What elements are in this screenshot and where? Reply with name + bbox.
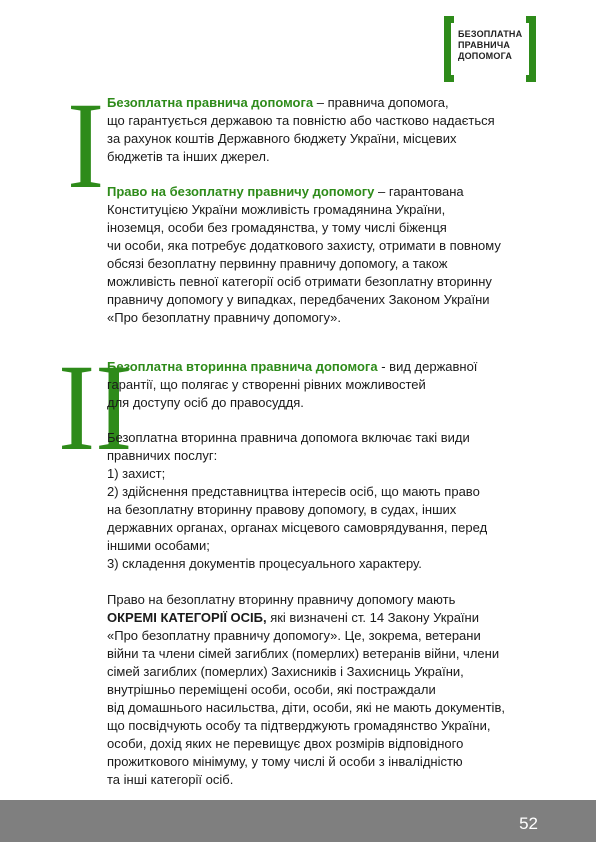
dash: - [377,359,390,374]
paragraph-line: «Про безоплатну правничу допомогу». [107,310,341,325]
term: Право на безоплатну правничу допомогу [107,184,375,199]
term: Безоплатна вторинна правнича допомога [107,359,378,374]
paragraph-line: бюджетів та інших джерел. [107,149,270,164]
paragraph-line: що посвідчують особу та підтверджують громадянство України, [107,718,491,733]
text: правнича допомога, [327,95,449,110]
dash: – [313,95,328,110]
legal-aid-logo [444,16,536,82]
list-item: 1) захист; [107,466,166,481]
paragraph-line: Право на безоплатну вторинну правничу допомогу мають [107,592,456,607]
logo-left-bracket [444,16,451,82]
definition-secondary-legal-aid [107,358,477,412]
paragraph-line: правничих послуг: [107,448,218,463]
paragraph-line: від домашнього насильства, діти, особи, які не мають документів, [107,700,505,715]
section-numeral-two: II [58,339,133,476]
paragraph-line: чи особи, яка потребує додаткового захисту, отримати в повному [107,238,501,253]
paragraph-line: «Про безоплатну правничу допомогу». Це, зокрема, ветерани [107,628,481,643]
definition-free-legal-aid [107,94,495,166]
paragraph-line: гарантії, що полягає у створенні рівних можливостей [107,377,426,392]
paragraph-line: та інші категорії осіб. [107,772,234,787]
definition-right-to-legal-aid [107,183,501,327]
page-footer [0,800,596,842]
page-number: 52 [519,814,538,833]
list-item: 2) здійснення представництва інтересів осіб, що мають право [107,484,480,499]
logo-line: ПРАВНИЧА [458,40,511,50]
dash: – [374,184,389,199]
text: вид державної [389,359,478,374]
eligible-categories [107,591,505,789]
list-item: 3) складення документів процесуального характеру. [107,556,422,571]
secondary-aid-services [107,429,487,573]
paragraph-line: обсязі безоплатну первинну правничу допомогу, а також [107,256,448,271]
logo-text [458,29,522,62]
list-item-continued: іншими особами; [107,538,210,553]
paragraph-line: можливість певної категорії осіб отримати безоплатну вторинну [107,274,492,289]
paragraph-line: внутрішньо переміщені особи, особи, які постраждали [107,682,436,697]
term: Безоплатна правнича допомога [107,95,314,110]
paragraph-line: Конституцією України можливість громадянина України, [107,202,446,217]
paragraph-line: Безоплатна вторинна правнича допомога включає такі види [107,430,470,445]
bold-categories: ОКРЕМІ КАТЕГОРІЇ ОСІБ, [107,610,267,625]
paragraph-line [107,358,477,376]
logo-line: БЕЗОПЛАТНА [458,29,523,39]
paragraph-line: що гарантується державою та повністю або частково надається [107,113,495,128]
text: гарантована [388,184,464,199]
list-item-continued: державних органах, органах місцевого самоврядування, перед [107,520,488,535]
paragraph-line: особи, дохід яких не перевищує двох розмірів відповідного [107,736,464,751]
logo-line: ДОПОМОГА [458,51,513,61]
paragraph-line: для доступу осіб до правосуддя. [107,395,304,410]
section-numeral-one: I [67,77,105,214]
paragraph-line: прожиткового мінімуму, у тому числі й особи з інвалідністю [107,754,463,769]
paragraph-line: іноземця, особи без громадянства, у тому числі біженця [107,220,447,235]
list-item-continued: на безоплатну вторинну правову допомогу, в судах, інших [107,502,457,517]
paragraph-line: сімей загиблих (померлих) Захисників і Захисниць України, [107,664,464,679]
paragraph-line: правничу допомогу у випадках, передбачених Законом України [107,292,490,307]
text: які визначені ст. 14 Закону України [266,610,479,625]
paragraph-line: за рахунок коштів Державного бюджету України, місцевих [107,131,457,146]
logo-right-bracket [529,16,536,82]
paragraph-line [107,183,501,201]
paragraph-line [107,94,495,112]
paragraph-line: війни та члени сімей загиблих (померлих) ветеранів війни, члени [107,646,500,661]
paragraph-line [107,609,505,627]
